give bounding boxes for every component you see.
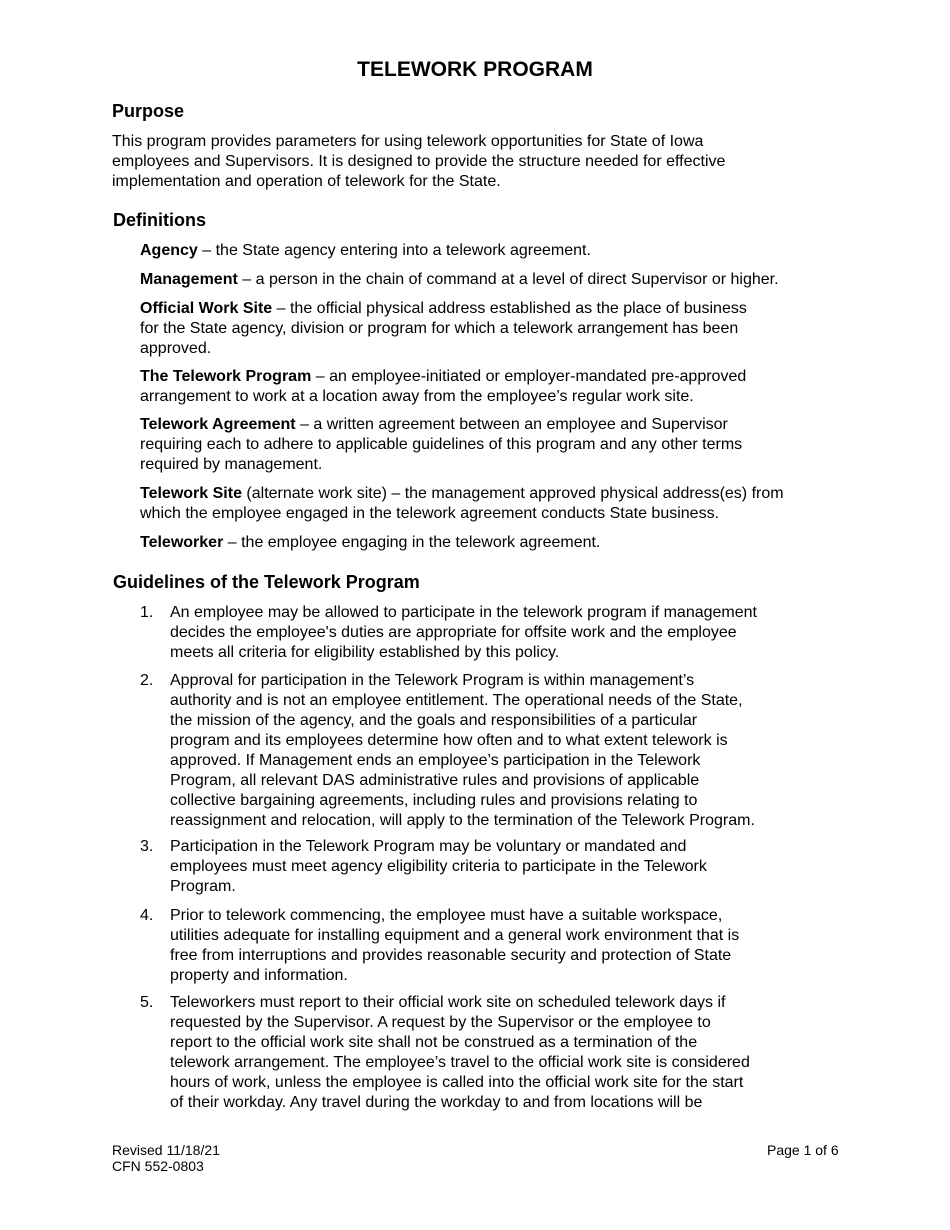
guideline-text: Program. bbox=[170, 878, 236, 895]
definition-text: – the official physical address established as the place of business bbox=[276, 300, 747, 317]
page-number: Page 1 of 6 bbox=[767, 1142, 839, 1158]
guideline-text: Participation in the Telework Program may be voluntary or mandated and bbox=[170, 838, 687, 855]
definitions-heading: Definitions bbox=[113, 210, 206, 230]
purpose-line-2: employees and Supervisors. It is designed to provide the structure needed for effective bbox=[112, 153, 726, 170]
definition-term: Official Work Site bbox=[140, 300, 273, 317]
definition-telework-site bbox=[140, 484, 840, 524]
list-number: 2. bbox=[140, 672, 154, 689]
guideline-text: hours of work, unless the employee is called into the official work site for the start bbox=[170, 1074, 744, 1091]
definition-term: Management bbox=[140, 271, 238, 288]
guideline-text: requested by the Supervisor. A request by the Supervisor or the employee to bbox=[170, 1014, 711, 1031]
guideline-text: reassignment and relocation, will apply to the termination of the Telework Program. bbox=[170, 812, 755, 829]
guideline-text: telework arrangement. The employee’s travel to the official work site is considered bbox=[170, 1054, 750, 1071]
definition-text: required by management. bbox=[140, 456, 323, 473]
footer-left bbox=[112, 1142, 220, 1174]
definition-teleworker bbox=[140, 533, 840, 553]
guideline-text: authority and is not an employee entitlement. The operational needs of the State, bbox=[170, 692, 743, 709]
definition-telework-agreement bbox=[140, 415, 840, 475]
guideline-text: utilities adequate for installing equipment and a general work environment that is bbox=[170, 927, 740, 944]
cfn-number: CFN 552-0803 bbox=[112, 1158, 204, 1174]
guideline-item-5 bbox=[140, 993, 820, 1113]
definition-text: – the State agency entering into a telework agreement. bbox=[202, 242, 591, 259]
guideline-text: meets all criteria for eligibility established by this policy. bbox=[170, 644, 560, 661]
definition-text: – an employee-initiated or employer-mandated pre-approved bbox=[315, 368, 747, 385]
definition-text: (alternate work site) – the management approved physical address(es) from bbox=[246, 485, 784, 502]
guideline-text: Program, all relevant DAS administrative rules and provisions of applicable bbox=[170, 772, 700, 789]
guideline-text: decides the employee's duties are appropriate for offsite work and the employee bbox=[170, 624, 737, 641]
guideline-text: the mission of the agency, and the goals and responsibilities of a particular bbox=[170, 712, 698, 729]
guideline-item-2 bbox=[140, 671, 820, 831]
guideline-item-4 bbox=[140, 906, 820, 986]
purpose-line-1: This program provides parameters for using telework opportunities for State of Iowa bbox=[112, 133, 704, 150]
definition-text: – the employee engaging in the telework agreement. bbox=[227, 534, 601, 551]
definition-telework-program bbox=[140, 367, 840, 407]
guideline-text: employees must meet agency eligibility criteria to participate in the Telework bbox=[170, 858, 707, 875]
purpose-paragraph bbox=[112, 132, 812, 192]
guideline-item-1 bbox=[140, 603, 820, 663]
guideline-text: of their workday. Any travel during the workday to and from locations will be bbox=[170, 1094, 703, 1111]
guideline-text: An employee may be allowed to participate in the telework program if management bbox=[170, 604, 757, 621]
guideline-text: Teleworkers must report to their official work site on scheduled telework days if bbox=[170, 994, 726, 1011]
guidelines-heading: Guidelines of the Telework Program bbox=[113, 572, 420, 592]
definition-text: – a written agreement between an employee and Supervisor bbox=[300, 416, 728, 433]
definition-term: Telework Agreement bbox=[140, 416, 296, 433]
guideline-item-3 bbox=[140, 837, 820, 897]
purpose-heading: Purpose bbox=[112, 101, 185, 121]
guideline-text: collective bargaining agreements, including rules and provisions relating to bbox=[170, 792, 698, 809]
definition-text: – a person in the chain of command at a level of direct Supervisor or higher. bbox=[242, 271, 779, 288]
revised-date: Revised 11/18/21 bbox=[112, 1142, 220, 1158]
definition-text: requiring each to adhere to applicable guidelines of this program and any other terms bbox=[140, 436, 743, 453]
definition-term: Telework Site bbox=[140, 485, 242, 502]
definition-official-work-site bbox=[140, 299, 840, 359]
definition-text: which the employee engaged in the telework agreement conducts State business. bbox=[140, 505, 720, 522]
guideline-text: Prior to telework commencing, the employee must have a suitable workspace, bbox=[170, 907, 723, 924]
definition-management bbox=[140, 270, 860, 290]
definition-text: approved. bbox=[140, 340, 212, 357]
guideline-text: Approval for participation in the Telework Program is within management’s bbox=[170, 672, 695, 689]
guideline-text: free from interruptions and provides reasonable security and protection of State bbox=[170, 947, 732, 964]
definition-term: Teleworker bbox=[140, 534, 224, 551]
definition-term: The Telework Program bbox=[140, 368, 312, 385]
definition-text: arrangement to work at a location away from the employee’s regular work site. bbox=[140, 388, 694, 405]
guideline-text: program and its employees determine how often and to what extent telework is bbox=[170, 732, 728, 749]
list-number: 5. bbox=[140, 994, 154, 1011]
list-number: 4. bbox=[140, 907, 154, 924]
guideline-text: approved. If Management ends an employee’s participation in the Telework bbox=[170, 752, 701, 769]
list-number: 3. bbox=[140, 838, 154, 855]
definition-text: for the State agency, division or program for which a telework arrangement has been bbox=[140, 320, 739, 337]
definition-agency bbox=[140, 241, 840, 261]
definition-term: Agency bbox=[140, 242, 198, 259]
purpose-line-3: implementation and operation of telework for the State. bbox=[112, 173, 501, 190]
guideline-text: property and information. bbox=[170, 967, 348, 984]
list-number: 1. bbox=[140, 604, 154, 621]
guideline-text: report to the official work site shall not be construed as a termination of the bbox=[170, 1034, 698, 1051]
page-title: TELEWORK PROGRAM bbox=[357, 58, 593, 81]
